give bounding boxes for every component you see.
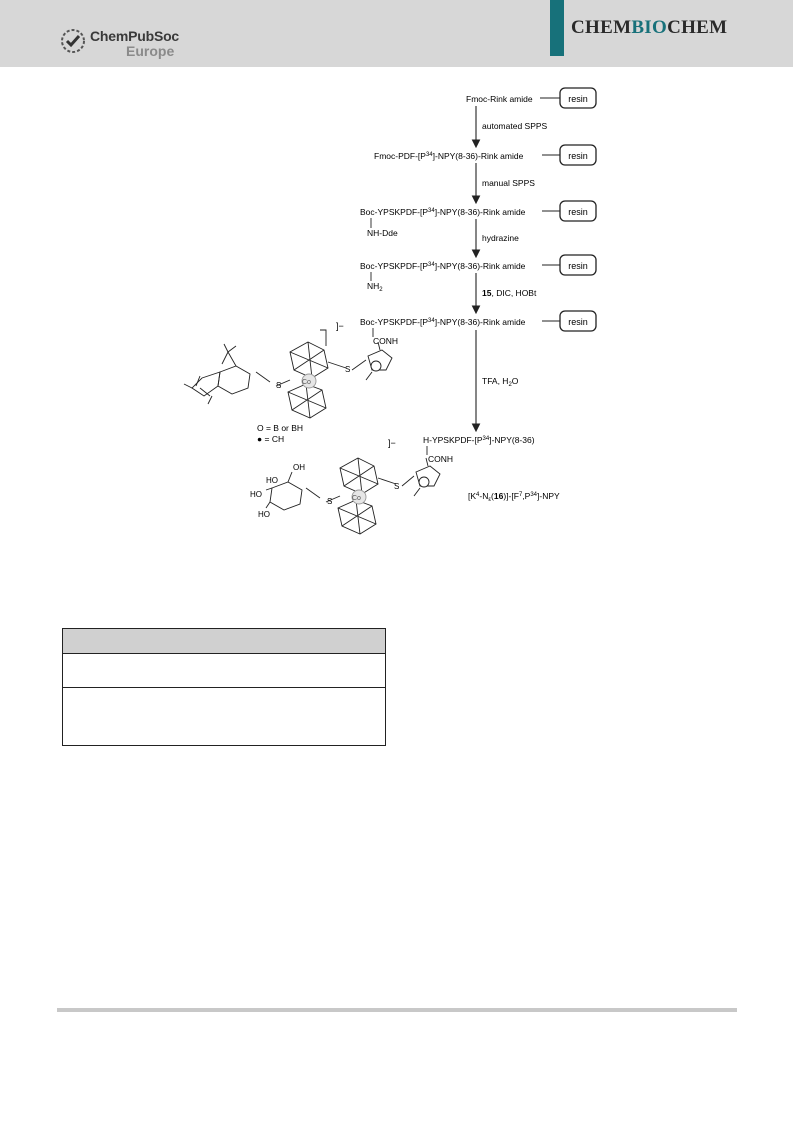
compound-boc-conh: Boc-$YPSKPDF-[P^{34}]-NPY(8-36)$-Rink amide bbox=[360, 317, 526, 327]
footer-divider bbox=[57, 1008, 737, 1012]
reagent-manual-spps: manual SPPS bbox=[482, 178, 535, 188]
reagent-automated-spps: automated SPPS bbox=[482, 121, 548, 131]
sugar-oh-label: OH bbox=[293, 463, 305, 472]
cobalt-label-2: Co bbox=[352, 495, 361, 502]
resin-box-4 bbox=[542, 255, 596, 275]
legend-ch: ● = CH bbox=[257, 434, 285, 444]
synthesis-scheme bbox=[0, 70, 793, 540]
cobalt-label-1: Co bbox=[302, 379, 311, 386]
page-header bbox=[0, 0, 793, 67]
resin-label-2: resin bbox=[568, 151, 588, 161]
substituent-nh2: $NH_2$ bbox=[367, 281, 383, 293]
sugar-ho-label-1: HO bbox=[266, 476, 278, 485]
publisher-name: ChemPubSoc bbox=[90, 28, 180, 44]
compound-fmoc-pdf: Fmoc-$PDF-[P^{34}]-NPY(8-36)$-Rink amide bbox=[374, 151, 524, 161]
reagent-hydrazine: hydrazine bbox=[482, 233, 519, 243]
substituent-conh-1: CONH bbox=[373, 336, 399, 346]
compound-boc-dde: Boc-$YPSKPDF-[P^{34}]-NPY(8-36)$-Rink amide bbox=[360, 207, 526, 217]
resin-box-5 bbox=[542, 311, 596, 331]
journal-title-part1: CHEM bbox=[571, 17, 632, 38]
table-separator bbox=[63, 687, 385, 688]
charge-label-2: ]− bbox=[388, 438, 396, 448]
sulfur-label-3: S bbox=[394, 482, 400, 491]
resin-label-5: resin bbox=[568, 317, 588, 327]
resin-box-1 bbox=[540, 88, 596, 108]
sulfur-label-1: S bbox=[345, 365, 351, 374]
table-column-marker-2 bbox=[273, 745, 313, 746]
reagent-tfa: TFA, $H_2O$ bbox=[482, 376, 519, 388]
table-header-row bbox=[63, 629, 385, 654]
legend-boron: O = B or BH bbox=[257, 423, 304, 433]
publisher-emblem-icon bbox=[60, 28, 86, 54]
journal-title-part2: BIO bbox=[631, 17, 668, 38]
sulfur-label-4: S bbox=[327, 497, 333, 506]
reagent-coupling: 15, DIC, HOBt bbox=[482, 288, 537, 298]
journal-title-part3: CHEM bbox=[667, 17, 728, 38]
compound-fmoc-rink: Fmoc-Rink amide bbox=[466, 94, 533, 104]
data-table bbox=[62, 628, 386, 746]
resin-label-3: resin bbox=[568, 207, 588, 217]
substituent-conh-2: CONH bbox=[428, 454, 454, 464]
publisher-logo bbox=[60, 26, 200, 60]
final-product-name: $[K^4-N_\varepsilon(16)]-[F^7,P^{34}]$-NPY bbox=[468, 491, 560, 503]
protected-conjugate-structure bbox=[184, 330, 392, 418]
compound-boc-nh2: Boc-$YPSKPDF-[P^{34}]-NPY(8-36)$-Rink amide bbox=[360, 261, 526, 271]
resin-label-1: resin bbox=[568, 94, 588, 104]
substituent-nh-dde: NH-Dde bbox=[367, 228, 398, 238]
resin-box-3 bbox=[542, 201, 596, 221]
charge-label-1: ]− bbox=[336, 321, 344, 331]
resin-box-2 bbox=[542, 145, 596, 165]
publisher-region: Europe bbox=[126, 43, 175, 59]
sugar-ho-label-2: HO bbox=[250, 490, 262, 499]
journal-title bbox=[571, 17, 727, 39]
journal-accent-bar bbox=[550, 0, 564, 56]
sulfur-label-2: S bbox=[276, 381, 282, 390]
sugar-ho-label-3: HO bbox=[258, 510, 270, 519]
compound-final: $H-YPSKPDF-[P^{34}]-NPY(8-36)$ bbox=[423, 435, 535, 445]
table-column-marker-1 bbox=[163, 745, 203, 746]
resin-label-4: resin bbox=[568, 261, 588, 271]
